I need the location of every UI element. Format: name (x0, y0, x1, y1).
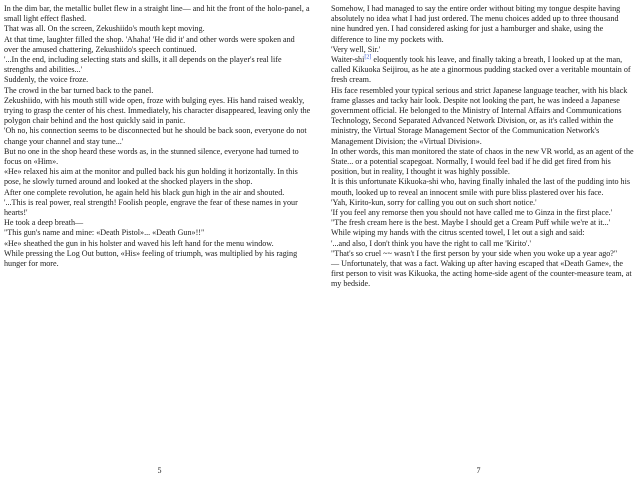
paragraph: — Unfortunately, that was a fact. Waking up after having escaped that «Death Game», the first person to visit was Kikuoka, the acting home-side agent of the counter-measure team, at my bedside. (331, 259, 632, 289)
paragraph: After one complete revolution, he again held his black gun high in the air and shouted. (4, 187, 285, 197)
paragraph: '...This is real power, real strength! Foolish people, engrave the fear of these names in your hearts!' (4, 197, 298, 218)
paragraph: While pressing the Log Out button, «His» feeling of triumph, was multiplied by his raging hunger for more. (4, 248, 298, 269)
paragraph: In the dim bar, the metallic bullet flew in a straight line— and hit the front of the holo-panel, a small light effect flashed. (4, 4, 310, 24)
paragraph: "That's so cruel ~~ wasn't I the first person by your side when you woke up a year ago?" (331, 248, 618, 258)
note-line-prefix: Waiter-shi (331, 55, 365, 65)
paragraph: «He» relaxed his aim at the monitor and pulled back his gun holding it horizontally. In this pose, he slowly turned around and looked at the shocked players in the shop. (4, 167, 298, 187)
right-page-text (331, 4, 634, 290)
paragraph-with-footnote (331, 55, 634, 86)
paragraph: That was all. On the screen, Zekushiido's mouth kept moving. (4, 24, 205, 34)
paragraph: Somehow, I had managed to say the entire order without biting my tongue despite having absolutely no idea what I had just ordered. The menu choices added up to three thousand nine hundred yen. I had considered asking for just a hamburger and shake, using the difference to line my pockets with. (331, 4, 621, 44)
right-page (319, 0, 638, 479)
page-number-left: 5 (157, 466, 162, 475)
paragraph: While wiping my hands with the citrus scented towel, I let out a sigh and said: (331, 228, 585, 238)
paragraph: Zekushiido, with his mouth still wide open, froze with bulging eyes. His hand raised weakly, trying to grasp the center of his chest. Immediately, his character disappeared, leaving only the polygon chair behind and the host quickly said in panic. (4, 95, 311, 126)
paragraph: He took a deep breath— (4, 218, 84, 228)
paragraph: '...In the end, including selecting stats and skills, it all depends on the player's real life strengths and abilities...' (4, 55, 282, 75)
paragraph: In other words, this man monitored the state of chaos in the new VR world, as an agent of the State... or a potential scapegoat. Normally, I would feel bad if he did get fired from his position, but in reality, I thought it was highly possible. (331, 146, 634, 177)
note-line-suffix: eloquently took his leave, and finally taking a breath, I looked up at the man, called Kikuoka Seijirou, as he ate a ginormous pudding stacked over a veritable mountain of fresh cream. (331, 55, 631, 85)
left-page-text (4, 4, 311, 269)
footnote-link[interactable]: [2] (364, 54, 372, 61)
paragraph: '...and also, I don't think you have the right to call me 'Kirito'.' (331, 238, 531, 248)
paragraph: "This gun's name and mine: «Death Pistol»... «Death Gun»!!" (4, 228, 205, 238)
paragraph: 'If you feel any remorse then you should not have called me to Ginza in the first place.' (331, 208, 613, 218)
page-number-right: 7 (476, 466, 481, 475)
paragraph: The crowd in the bar turned back to the panel. (4, 85, 154, 95)
paragraph: At that time, laughter filled the shop. 'Ahaha! 'He did it' and other words were spoken and over the amused chattering, Zekushiido's speech continued. (4, 34, 295, 54)
paragraph: Suddenly, the voice froze. (4, 75, 89, 85)
paragraph: It is this unfortunate Kikuoka-shi who, having finally inhaled the last of the pudding into his mouth, looked up to reveal an innocent smile with pure bliss plastered over his face. (331, 177, 630, 197)
paragraph: But no one in the shop heard these words as, in the stunned silence, everyone had turned to focus on «Him». (4, 146, 299, 167)
paragraph: 'Yah, Kirito-kun, sorry for calling you out on such short notice.' (331, 197, 537, 207)
paragraph: 'Oh no, his connection seems to be disconnected but he should be back soon, everyone do not change your channel and stay tune...' (4, 126, 307, 146)
paragraph: His face resembled your typical serious and strict Japanese language teacher, with his black frame glasses and tacky hair look. Despite not looking the part, he was indeed a Japanese government official. He belonged to the Ministry of Internal Affairs and Communications Technology, Second Separated Advanced Network Division, or, as it's called within the ministry, the Virtual Storage Management Sector of the Communication Network's Management Division; the «Virtual Division». (331, 85, 628, 146)
paragraph: 'Very well, Sir.' (331, 44, 381, 54)
paragraph: «He» sheathed the gun in his holster and waved his left hand for the menu window. (4, 238, 274, 248)
paragraph: "The fresh cream here is the best. Maybe I should get a Cream Puff while we're at it...' (331, 218, 611, 228)
